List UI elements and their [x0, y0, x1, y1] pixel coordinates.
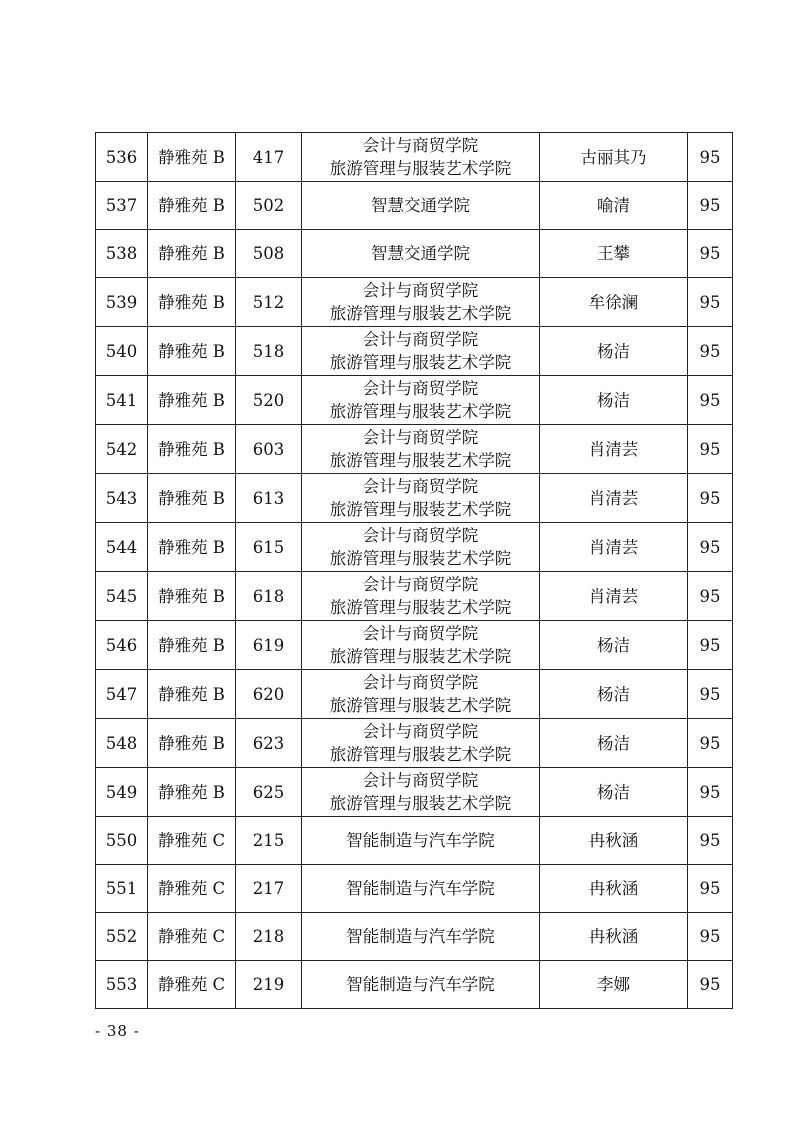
cell-number: 543 [96, 474, 148, 523]
cell-building: 静雅苑 C [148, 817, 236, 865]
cell-room: 615 [236, 523, 302, 572]
cell-name: 王攀 [540, 230, 688, 278]
cell-department [302, 133, 540, 182]
department-line: 会计与商贸学院 [362, 722, 479, 741]
cell-name: 喻清 [540, 182, 688, 230]
table-row [96, 133, 733, 182]
cell-department [302, 230, 540, 278]
cell-room: 603 [236, 425, 302, 474]
cell-department [302, 768, 540, 817]
cell-room: 619 [236, 621, 302, 670]
cell-number: 548 [96, 719, 148, 768]
cell-name: 杨洁 [540, 670, 688, 719]
department-line: 智慧交通学院 [371, 196, 470, 215]
cell-building: 静雅苑 B [148, 133, 236, 182]
cell-number: 546 [96, 621, 148, 670]
cell-department [302, 670, 540, 719]
cell-building: 静雅苑 B [148, 376, 236, 425]
cell-number: 551 [96, 865, 148, 913]
cell-room: 518 [236, 327, 302, 376]
table-row [96, 961, 733, 1009]
cell-number: 541 [96, 376, 148, 425]
department-line: 旅游管理与服装艺术学院 [329, 647, 512, 666]
cell-score: 95 [688, 133, 733, 182]
department-line: 旅游管理与服装艺术学院 [329, 794, 512, 813]
cell-room: 623 [236, 719, 302, 768]
cell-building: 静雅苑 C [148, 913, 236, 961]
cell-department [302, 621, 540, 670]
cell-department [302, 913, 540, 961]
cell-room: 218 [236, 913, 302, 961]
cell-name: 冉秋涵 [540, 913, 688, 961]
cell-building: 静雅苑 B [148, 621, 236, 670]
cell-department [302, 572, 540, 621]
department-line: 会计与商贸学院 [362, 379, 479, 398]
cell-department [302, 817, 540, 865]
cell-number: 553 [96, 961, 148, 1009]
cell-score: 95 [688, 230, 733, 278]
cell-department [302, 719, 540, 768]
department-line: 智能制造与汽车学院 [346, 927, 495, 946]
cell-score: 95 [688, 278, 733, 327]
cell-number: 547 [96, 670, 148, 719]
page-number: - 38 - [95, 1022, 140, 1040]
cell-building: 静雅苑 B [148, 719, 236, 768]
table-row [96, 913, 733, 961]
department-line: 会计与商贸学院 [362, 428, 479, 447]
cell-building: 静雅苑 B [148, 474, 236, 523]
cell-score: 95 [688, 768, 733, 817]
cell-number: 552 [96, 913, 148, 961]
cell-name: 李娜 [540, 961, 688, 1009]
table-row [96, 817, 733, 865]
department-line: 智能制造与汽车学院 [346, 975, 495, 994]
cell-building: 静雅苑 C [148, 961, 236, 1009]
cell-score: 95 [688, 865, 733, 913]
cell-number: 545 [96, 572, 148, 621]
cell-room: 618 [236, 572, 302, 621]
cell-score: 95 [688, 913, 733, 961]
cell-score: 95 [688, 474, 733, 523]
cell-score: 95 [688, 817, 733, 865]
cell-building: 静雅苑 B [148, 182, 236, 230]
department-line: 会计与商贸学院 [362, 575, 479, 594]
cell-score: 95 [688, 670, 733, 719]
table-row [96, 230, 733, 278]
table-row [96, 327, 733, 376]
table-row [96, 865, 733, 913]
cell-building: 静雅苑 B [148, 278, 236, 327]
cell-room: 512 [236, 278, 302, 327]
department-line: 会计与商贸学院 [362, 624, 479, 643]
department-line: 会计与商贸学院 [362, 330, 479, 349]
cell-room: 508 [236, 230, 302, 278]
cell-building: 静雅苑 B [148, 670, 236, 719]
cell-name: 肖清芸 [540, 523, 688, 572]
table-row [96, 474, 733, 523]
cell-department [302, 278, 540, 327]
cell-name: 杨洁 [540, 768, 688, 817]
cell-building: 静雅苑 B [148, 768, 236, 817]
cell-department [302, 327, 540, 376]
department-line: 会计与商贸学院 [362, 281, 479, 300]
cell-number: 550 [96, 817, 148, 865]
cell-department [302, 865, 540, 913]
cell-building: 静雅苑 B [148, 572, 236, 621]
cell-room: 502 [236, 182, 302, 230]
department-line: 智能制造与汽车学院 [346, 879, 495, 898]
cell-score: 95 [688, 719, 733, 768]
cell-department [302, 961, 540, 1009]
table-row [96, 572, 733, 621]
table-row [96, 670, 733, 719]
cell-name: 杨洁 [540, 621, 688, 670]
table-row [96, 182, 733, 230]
cell-number: 539 [96, 278, 148, 327]
cell-department [302, 376, 540, 425]
cell-room: 625 [236, 768, 302, 817]
table-row [96, 523, 733, 572]
cell-building: 静雅苑 B [148, 230, 236, 278]
dormitory-score-table [95, 132, 733, 1009]
cell-department [302, 182, 540, 230]
department-line: 旅游管理与服装艺术学院 [329, 549, 512, 568]
cell-score: 95 [688, 182, 733, 230]
department-line: 会计与商贸学院 [362, 526, 479, 545]
department-line: 旅游管理与服装艺术学院 [329, 745, 512, 764]
department-line: 会计与商贸学院 [362, 771, 479, 790]
cell-department [302, 523, 540, 572]
table-row [96, 768, 733, 817]
cell-name: 肖清芸 [540, 474, 688, 523]
department-line: 旅游管理与服装艺术学院 [329, 353, 512, 372]
cell-building: 静雅苑 B [148, 327, 236, 376]
cell-room: 417 [236, 133, 302, 182]
cell-score: 95 [688, 425, 733, 474]
cell-room: 215 [236, 817, 302, 865]
cell-score: 95 [688, 327, 733, 376]
cell-number: 540 [96, 327, 148, 376]
cell-number: 542 [96, 425, 148, 474]
department-line: 旅游管理与服装艺术学院 [329, 500, 512, 519]
table-row [96, 425, 733, 474]
department-line: 旅游管理与服装艺术学院 [329, 304, 512, 323]
table-row [96, 278, 733, 327]
department-line: 旅游管理与服装艺术学院 [329, 159, 512, 178]
cell-score: 95 [688, 621, 733, 670]
cell-score: 95 [688, 523, 733, 572]
cell-name: 肖清芸 [540, 425, 688, 474]
cell-building: 静雅苑 C [148, 865, 236, 913]
cell-name: 杨洁 [540, 376, 688, 425]
cell-room: 219 [236, 961, 302, 1009]
cell-number: 537 [96, 182, 148, 230]
department-line: 智慧交通学院 [371, 244, 470, 263]
cell-name: 牟徐澜 [540, 278, 688, 327]
cell-room: 620 [236, 670, 302, 719]
department-line: 会计与商贸学院 [362, 673, 479, 692]
table-row [96, 719, 733, 768]
cell-name: 肖清芸 [540, 572, 688, 621]
cell-number: 549 [96, 768, 148, 817]
department-line: 旅游管理与服装艺术学院 [329, 598, 512, 617]
cell-name: 杨洁 [540, 719, 688, 768]
cell-score: 95 [688, 376, 733, 425]
cell-room: 217 [236, 865, 302, 913]
cell-department [302, 474, 540, 523]
cell-score: 95 [688, 961, 733, 1009]
cell-name: 古丽其乃 [540, 133, 688, 182]
cell-number: 538 [96, 230, 148, 278]
cell-number: 544 [96, 523, 148, 572]
cell-name: 杨洁 [540, 327, 688, 376]
department-line: 旅游管理与服装艺术学院 [329, 451, 512, 470]
table-row [96, 376, 733, 425]
cell-room: 520 [236, 376, 302, 425]
table-row [96, 621, 733, 670]
department-line: 旅游管理与服装艺术学院 [329, 696, 512, 715]
department-line: 旅游管理与服装艺术学院 [329, 402, 512, 421]
cell-room: 613 [236, 474, 302, 523]
cell-building: 静雅苑 B [148, 523, 236, 572]
department-line: 会计与商贸学院 [362, 477, 479, 496]
department-line: 智能制造与汽车学院 [346, 831, 495, 850]
cell-number: 536 [96, 133, 148, 182]
cell-name: 冉秋涵 [540, 817, 688, 865]
table-body [96, 133, 733, 1009]
cell-department [302, 425, 540, 474]
cell-building: 静雅苑 B [148, 425, 236, 474]
department-line: 会计与商贸学院 [362, 136, 479, 155]
cell-score: 95 [688, 572, 733, 621]
cell-name: 冉秋涵 [540, 865, 688, 913]
